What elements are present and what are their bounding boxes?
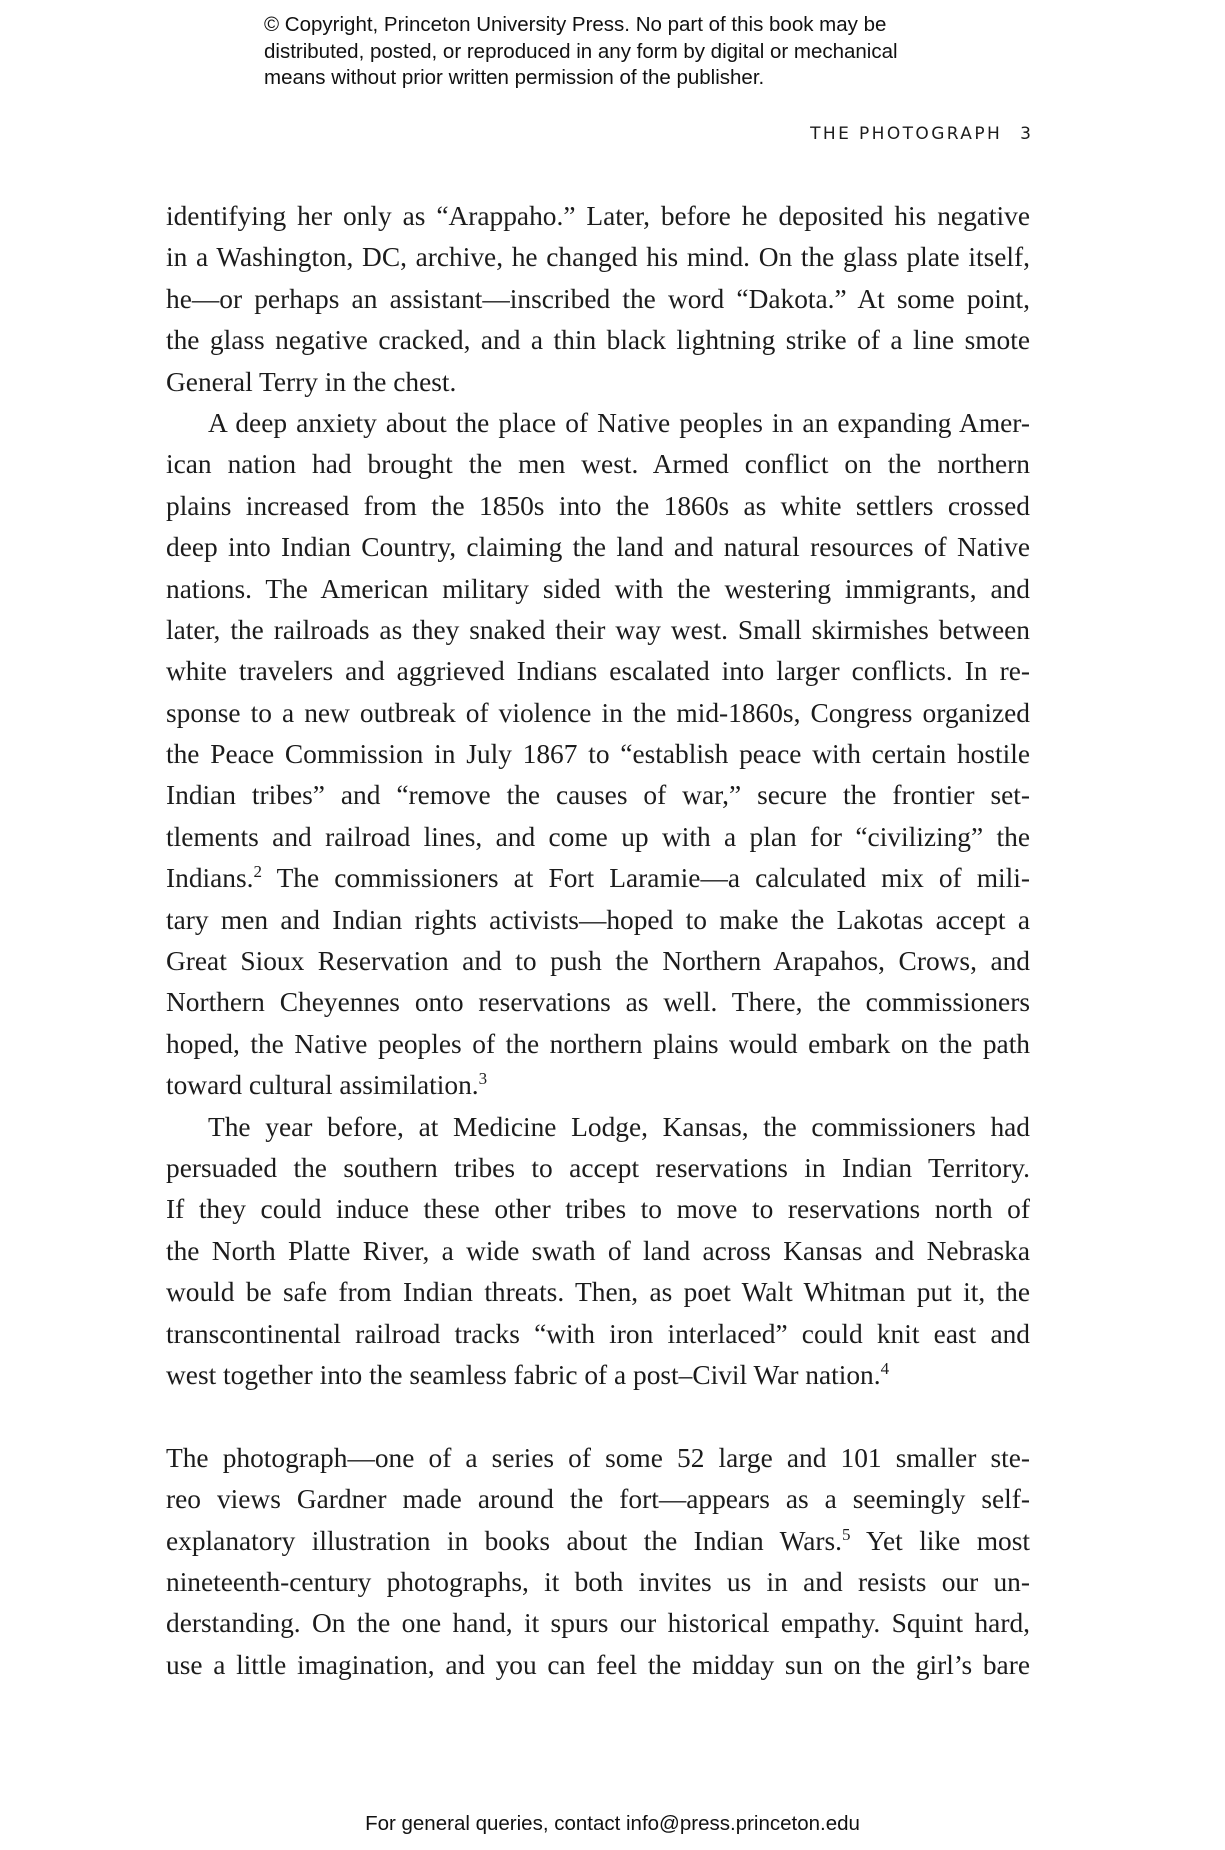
paragraph (166, 196, 1030, 403)
text-fragment: The commissioners at Fort Laramie—a calculated mix of mili- (261, 863, 1030, 894)
paragraph (166, 403, 1030, 1107)
text-line: tlements and railroad lines, and come up with a plan for “civilizing” the (166, 821, 1030, 852)
text-line: nations. The American military sided with the westering immigrants, and (166, 573, 1030, 604)
paragraph (166, 1107, 1030, 1397)
text-line: in a Washington, DC, archive, he changed his mind. On the glass plate itself, (166, 242, 1030, 273)
text-fragment: explanatory illustration in books about the Indian Wars. (166, 1525, 843, 1556)
running-head (810, 124, 1031, 144)
page-number: 3 (1020, 124, 1031, 144)
text-line: white travelers and aggrieved Indians escalated into larger conflicts. In re- (166, 656, 1030, 687)
text-line: tary men and Indian rights activists—hoped to make the Lakotas accept a (166, 904, 1030, 935)
text-line: ican nation had brought the men west. Armed conflict on the northern (166, 449, 1030, 480)
footnote-ref: 2 (253, 862, 262, 882)
text-line: transcontinental railroad tracks “with iron interlaced” could knit east and (166, 1318, 1030, 1349)
text-line: the North Platte River, a wide swath of land across Kansas and Nebraska (166, 1235, 1030, 1266)
text-line: would be safe from Indian threats. Then, as poet Walt Whitman put it, the (166, 1277, 1030, 1308)
text-fragment: Yet like most (850, 1525, 1030, 1556)
text-line: Indian tribes” and “remove the causes of war,” secure the frontier set- (166, 780, 1030, 811)
footnote-ref: 3 (478, 1069, 488, 1089)
copyright-line: © Copyright, Princeton University Press. No part of this book may be (264, 13, 887, 36)
text-line: plains increased from the 1850s into the 1860s as white settlers crossed (166, 490, 1030, 521)
text-line: If they could induce these other tribes to move to reservations north of (166, 1194, 1030, 1225)
section-break (166, 1396, 1030, 1437)
text-fragment: toward cultural assimilation. (166, 1070, 479, 1101)
text-line: sponse to a new outbreak of violence in the mid-1860s, Congress organized (166, 697, 1030, 728)
text-line: persuaded the southern tribes to accept reservations in Indian Territory. (166, 1152, 1030, 1183)
text-fragment: west together into the seamless fabric of a post–Civil War nation. (166, 1359, 881, 1390)
text-line: nineteenth-century photographs, it both invites us in and resists our un- (166, 1566, 1030, 1597)
paragraph (166, 1438, 1030, 1686)
text-line: Great Sioux Reservation and to push the Northern Arapahos, Crows, and (166, 946, 1030, 977)
text-line (166, 1355, 1030, 1396)
text-line: hoped, the Native peoples of the northern plains would embark on the path (166, 1028, 1030, 1059)
text-line: derstanding. On the one hand, it spurs our historical empathy. Squint hard, (166, 1608, 1030, 1639)
text-line: General Terry in the chest. (166, 366, 457, 397)
footnote-ref: 5 (842, 1524, 851, 1544)
text-line: The photograph—one of a series of some 52 large and 101 smaller ste- (166, 1442, 1030, 1473)
text-line: later, the railroads as they snaked their way west. Small skirmishes between (166, 614, 1030, 645)
text-line: The year before, at Medicine Lodge, Kansas, the commissioners had (208, 1111, 1030, 1142)
text-line: identifying her only as “Arappaho.” Later, before he deposited his negative (166, 201, 1030, 231)
text-line: deep into Indian Country, claiming the land and natural resources of Native (166, 532, 1030, 563)
text-line: he—or perhaps an assistant—inscribed the word “Dakota.” At some point, (166, 283, 1030, 314)
text-line: reo views Gardner made around the fort—appears as a seemingly self- (166, 1484, 1030, 1515)
text-line: use a little imagination, and you can feel the midday sun on the girl’s bare (166, 1649, 1030, 1680)
running-head-title: THE PHOTOGRAPH (810, 124, 1003, 144)
copyright-line: means without prior written permission of the publisher. (264, 66, 765, 89)
footnote-ref: 4 (880, 1358, 890, 1378)
footer-contact: For general queries, contact info@press.princeton.edu (365, 1812, 860, 1835)
text-line: the Peace Commission in July 1867 to “establish peace with certain hostile (166, 739, 1030, 770)
copyright-line: distributed, posted, or reproduced in any form by digital or mechanical (264, 39, 898, 63)
text-line: Northern Cheyennes onto reservations as well. There, the commissioners (166, 987, 1030, 1018)
text-line (166, 1521, 1030, 1562)
text-fragment: Indians. (166, 863, 254, 894)
text-line: the glass negative cracked, and a thin black lightning strike of a line smote (166, 325, 1030, 356)
copyright-notice (264, 12, 984, 92)
body-text (166, 196, 1030, 1686)
text-line (166, 1065, 1030, 1106)
text-line: A deep anxiety about the place of Native peoples in an expanding Amer- (208, 407, 1030, 438)
text-line (166, 858, 1030, 899)
